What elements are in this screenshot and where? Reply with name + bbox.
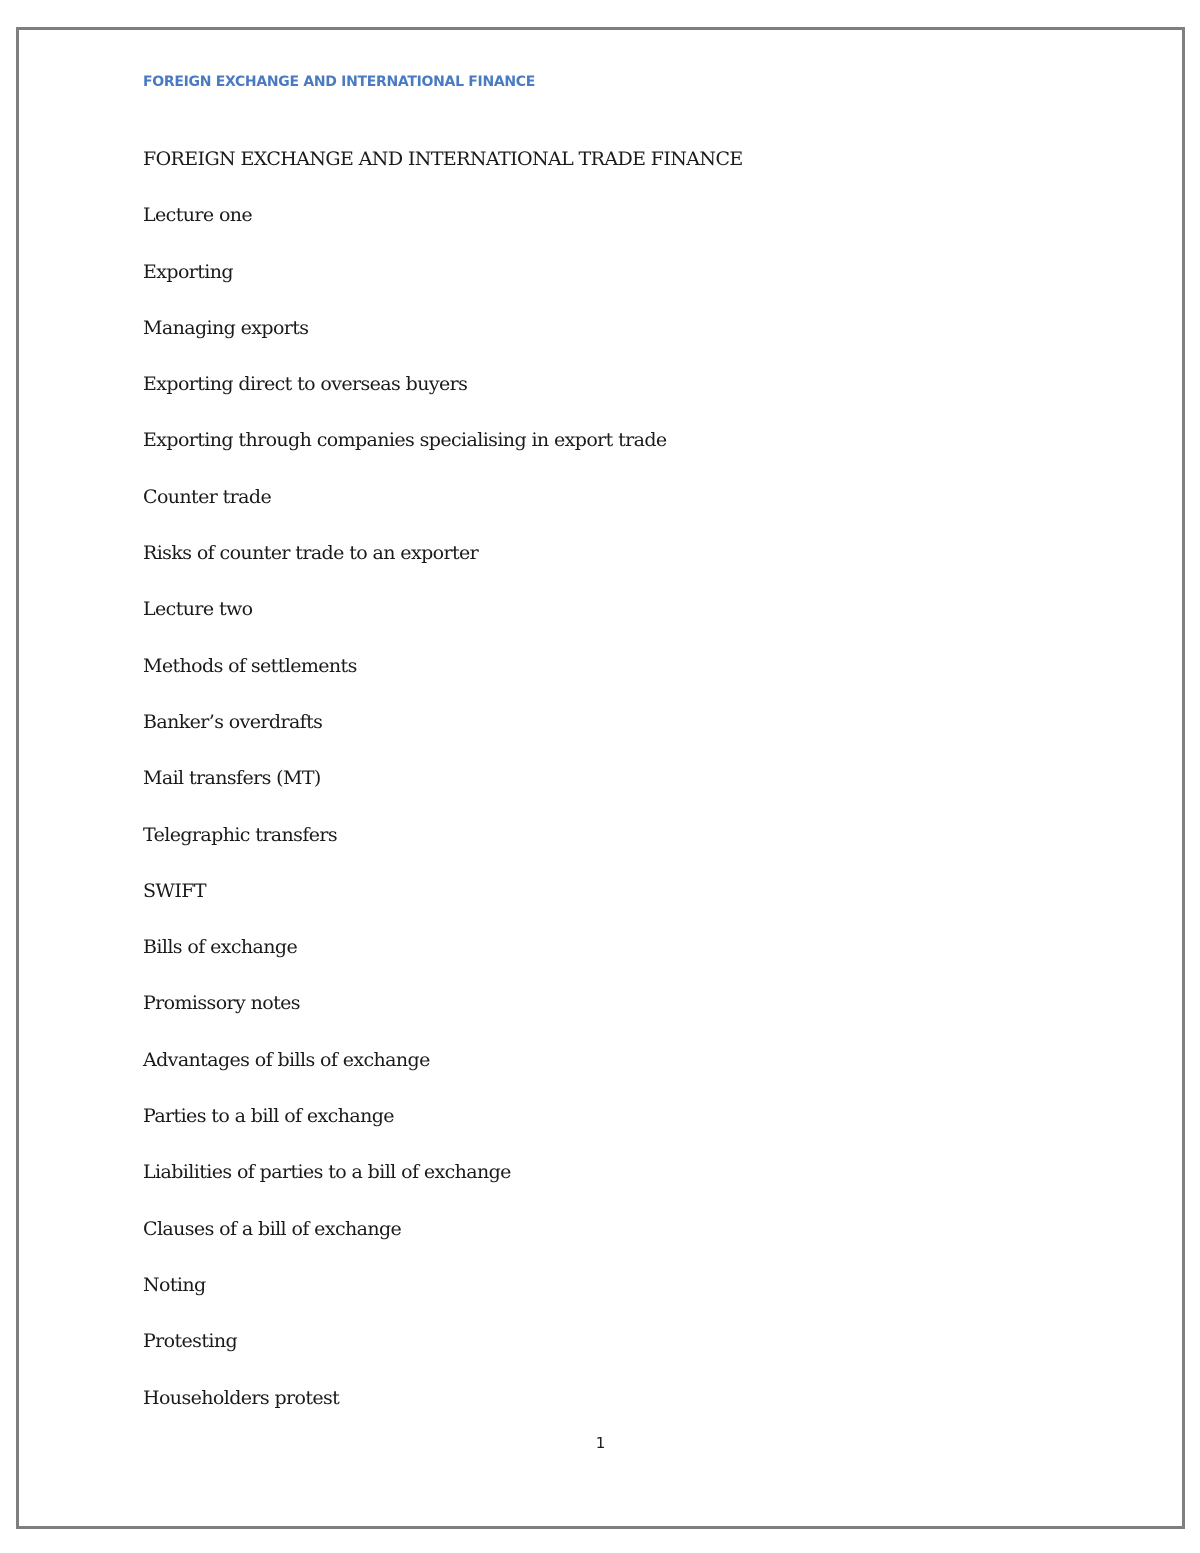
text-line: Promissory notes: [143, 992, 300, 1015]
text-line: Exporting: [143, 260, 233, 283]
text-line: Clauses of a bill of exchange: [143, 1217, 402, 1240]
text-line: Liabilities of parties to a bill of exchange: [143, 1161, 511, 1184]
text-line: Mail transfers (MT): [143, 767, 321, 790]
text-line: Telegraphic transfers: [143, 823, 338, 846]
text-line: Counter trade: [143, 485, 272, 508]
text-line: Methods of settlements: [143, 654, 357, 677]
document-body: [143, 144, 743, 1439]
page-number: 1: [595, 1434, 606, 1452]
text-line: Parties to a bill of exchange: [143, 1105, 394, 1128]
text-line: Managing exports: [143, 316, 309, 339]
document-page: [16, 27, 1185, 1529]
text-line: Lecture one: [143, 204, 253, 227]
text-line: Exporting direct to overseas buyers: [143, 373, 468, 396]
text-line: Protesting: [143, 1330, 238, 1353]
text-line: Noting: [143, 1273, 206, 1296]
document-title-line: FOREIGN EXCHANGE AND INTERNATIONAL TRADE FINANCE: [143, 148, 743, 170]
running-header: FOREIGN EXCHANGE AND INTERNATIONAL FINANCE: [143, 74, 536, 90]
text-line: Exporting through companies specialising in export trade: [143, 429, 667, 452]
text-line: Householders protest: [143, 1386, 340, 1409]
text-line: Bills of exchange: [143, 936, 298, 959]
text-line: Banker’s overdrafts: [143, 710, 323, 733]
text-line: Lecture two: [143, 598, 253, 621]
text-line: Advantages of bills of exchange: [143, 1048, 430, 1071]
text-line: Risks of counter trade to an exporter: [143, 542, 479, 565]
text-line: SWIFT: [143, 879, 206, 902]
